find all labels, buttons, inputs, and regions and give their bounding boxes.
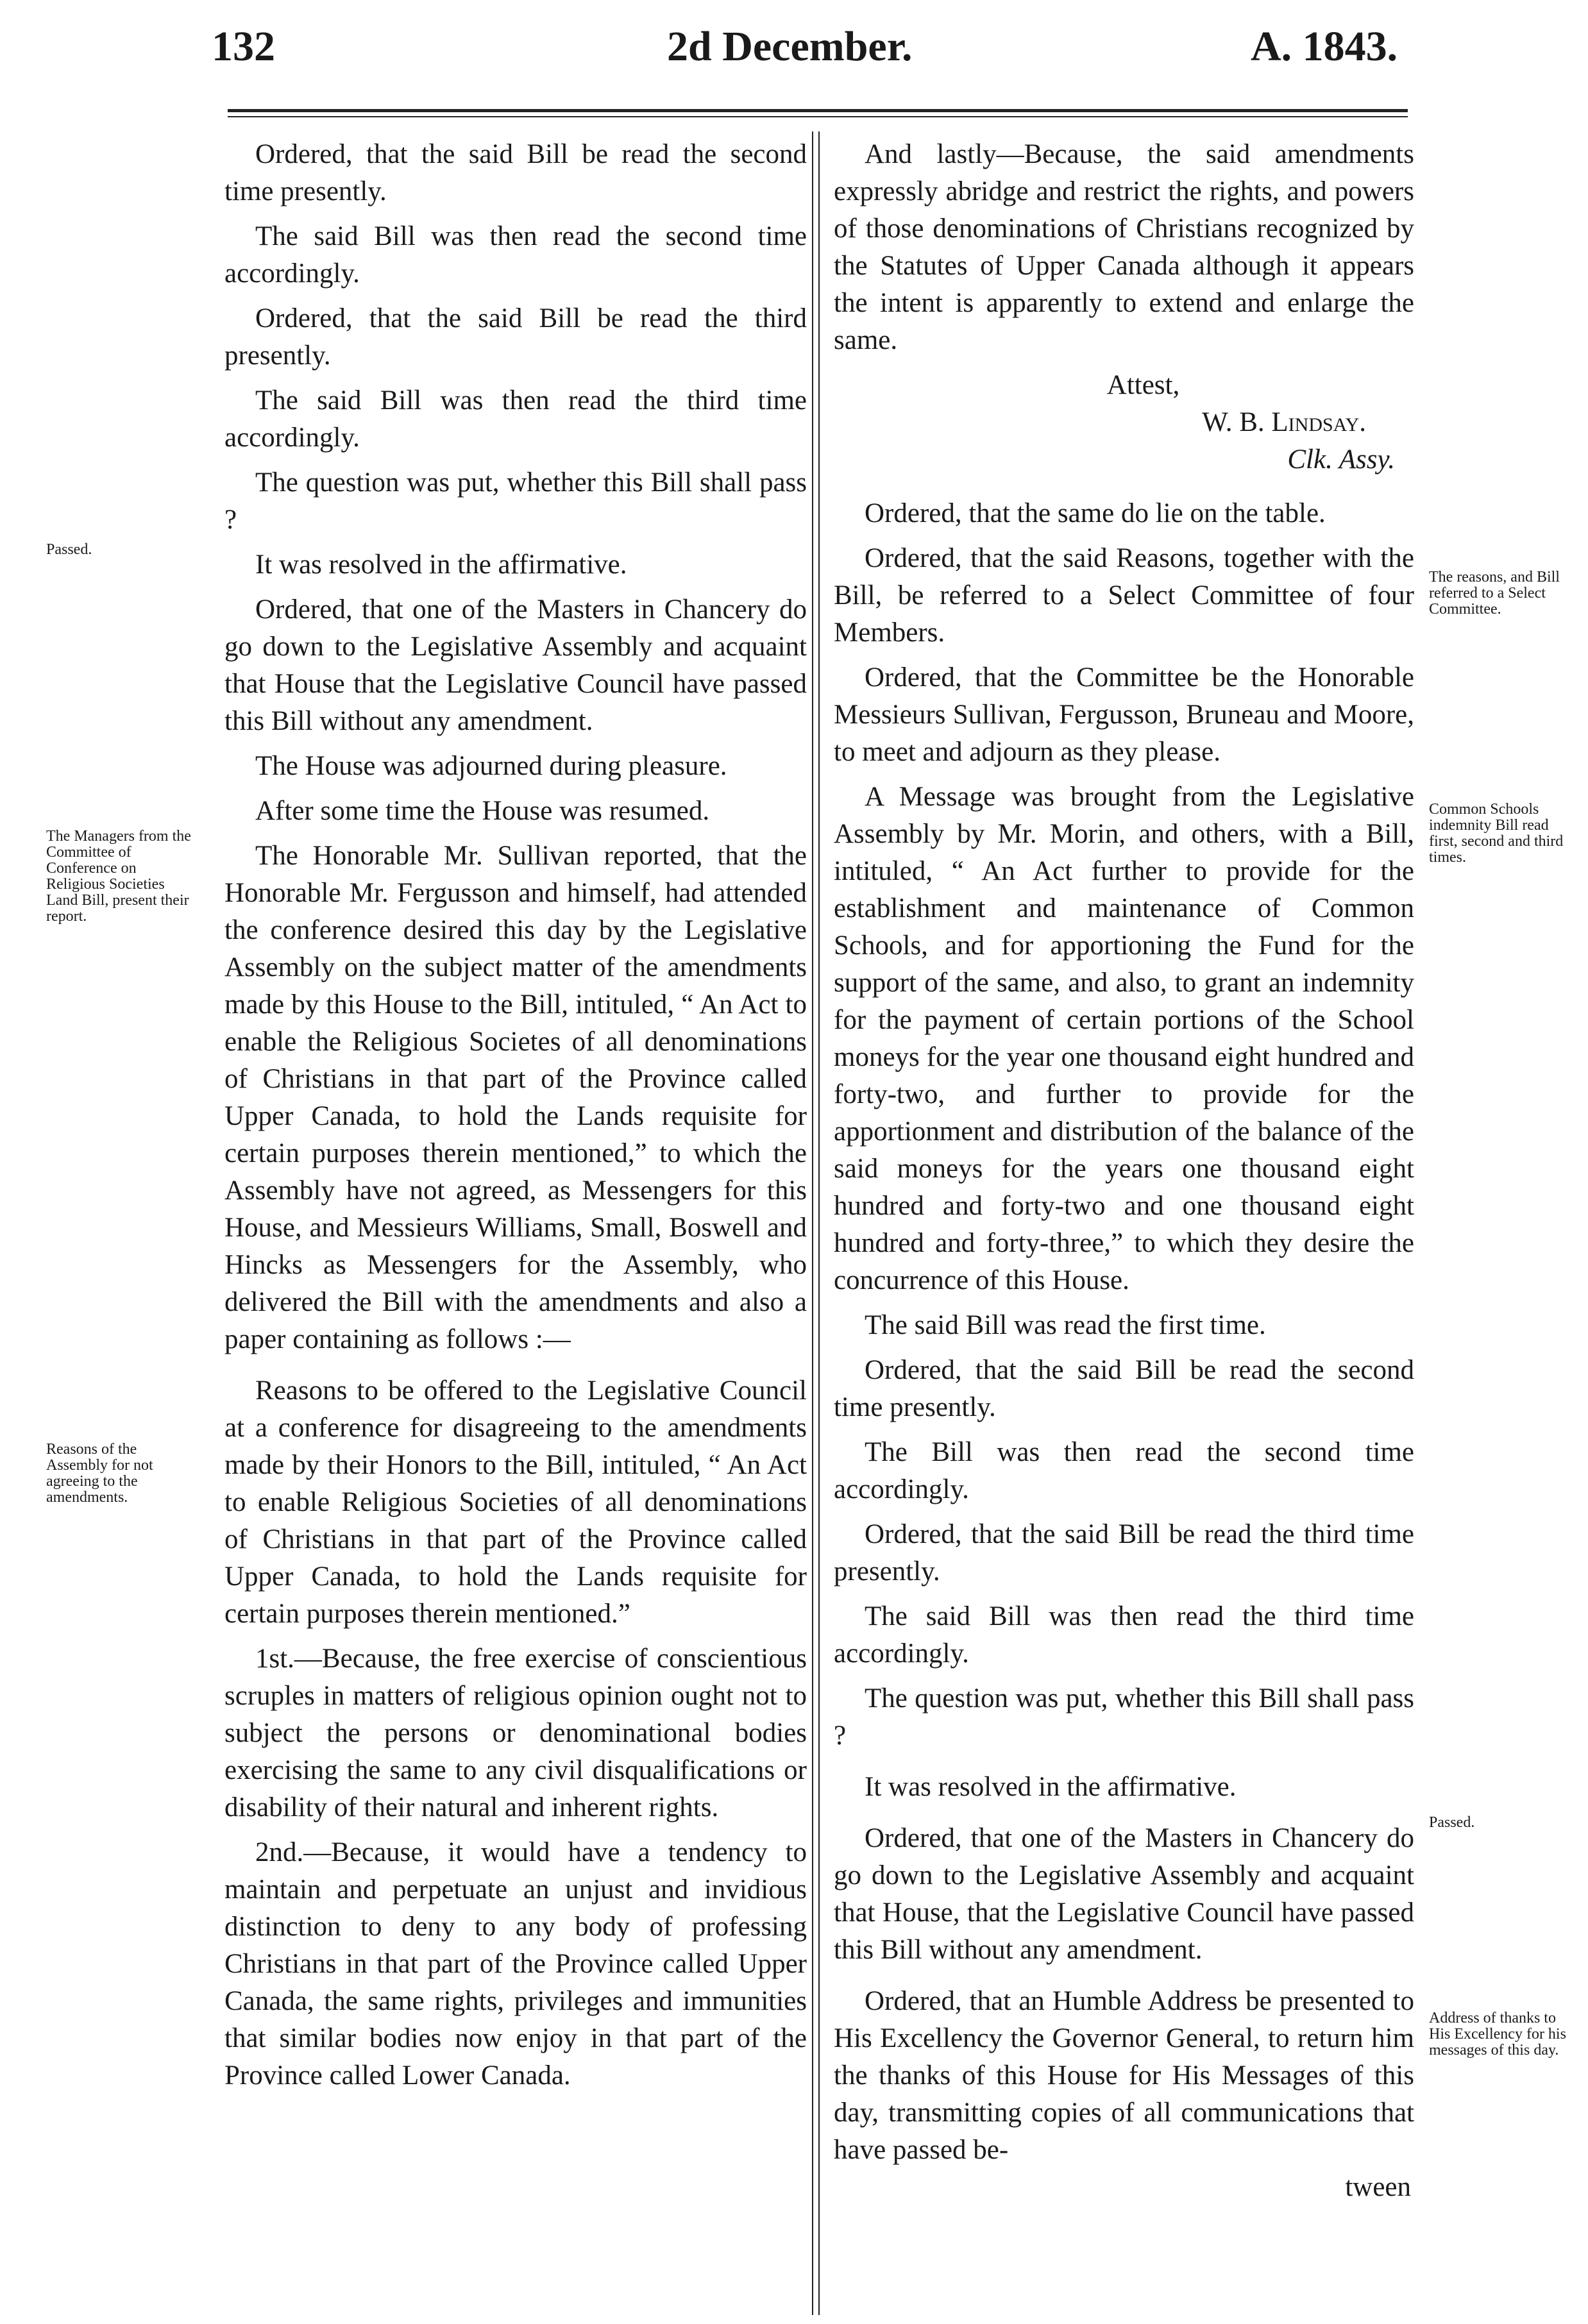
paragraph: The said Bill was then read the third time accordingly. (224, 385, 807, 453)
paragraph: It was resolved in the affirmative. (255, 550, 627, 580)
page-number: 132 (212, 23, 275, 70)
header-rule-thin (228, 116, 1408, 117)
paragraph: After some time the House was resumed. (255, 796, 710, 826)
paragraph: The Bill was then read the second time accordingly. (834, 1437, 1414, 1504)
attest-title: Clk. Assy. (1287, 444, 1395, 475)
paragraph: Ordered, that the said Bill be read the third presently. (224, 303, 807, 371)
paragraph: Ordered, that the said Bill be read the third time presently. (834, 1519, 1414, 1587)
left-column (224, 136, 807, 2102)
header-rule-thick (228, 109, 1408, 112)
paragraph: The Honorable Mr. Sullivan reported, that the Honorable Mr. Fergusson and himself, had attended the conference desired this day by the Legislative Assembly on the subject matter of the amendments made by this House to the Bill, intituled, “ An Act to enable the Religious Societes of all denominations of Christians in that part of the Province called Upper Canada, to hold the Lands requisite for certain purposes therein mentioned,” to which the Assembly have not agreed, as Messengers for this House, and Messieurs Williams, Small, Boswell and Hincks as Messengers for the Assembly, who delivered the Bill with the amendments and also a paper containing as follows :— (224, 841, 807, 1354)
margin-note-common-schools-bill: Common Schools indemnity Bill read first, second and third times. (1429, 801, 1564, 866)
paragraph: The said Bill was read the first time. (865, 1310, 1266, 1340)
paragraph: 2nd.—Because, it would have a tendency to maintain and perpetuate an unjust and invidious distinction to deny to any body of professing Christians in that part of the Province called Upper Canada, the same rights, privileges and immunities that similar bodies now enjoy in that part of the Province called Lower Canada. (224, 1837, 807, 2091)
paragraph: Ordered, that the said Bill be read the second time presently. (834, 1355, 1414, 1422)
paragraph: Reasons to be offered to the Legislative Council at a conference for disagreeing to the amendments made by their Honors to the Bill, intituled, “ An Act to enable Religious Societies of all denominations of Christians in that part of the Province called Upper Canada, to hold the Lands requisite for certain purposes therein mentioned.” (224, 1376, 807, 1629)
paragraph: And lastly—Because, the said amendments expressly abridge and restrict the rights, and powers of those denominations of Christians recognized by the Statutes of Upper Canada although it appears the intent is apparently to extend and enlarge the same. (834, 139, 1414, 355)
margin-note-address-of-thanks: Address of thanks to His Excellency for his messages of this day. (1429, 2010, 1566, 2059)
page-year: A. 1843. (1251, 23, 1398, 70)
catchword: tween (1345, 2172, 1411, 2202)
paragraph: Ordered, that an Humble Address be presented to His Excellency the Governor General, to return him the thanks of this House for His Messages of this day, transmitting copies of all communications that have passed be- (834, 1986, 1414, 2165)
margin-note-select-committee: The reasons, and Bill referred to a Select Committee. (1429, 569, 1560, 618)
margin-note-assembly-reasons: Reasons of the Assembly for not agreeing to the amendments. (46, 1441, 153, 1506)
paragraph: Ordered, that the said Reasons, together with the Bill, be referred to a Select Committee of four Members. (834, 543, 1414, 648)
paragraph: The said Bill was then read the second time accordingly. (224, 221, 807, 289)
margin-note-passed: Passed. (46, 541, 92, 558)
paragraph: The question was put, whether this Bill shall pass ? (834, 1683, 1414, 1751)
paragraph: Ordered, that the said Bill be read the second time presently. (224, 139, 807, 206)
paragraph: Ordered, that the Committee be the Honorable Messieurs Sullivan, Fergusson, Bruneau and Moore, to meet and adjourn as they please. (834, 662, 1414, 767)
column-divider-left-rule (812, 131, 813, 2315)
paragraph: Ordered, that the same do lie on the table. (865, 498, 1326, 528)
paragraph: A Message was brought from the Legislative Assembly by Mr. Morin, and others, with a Bill, intituled, “ An Act further to provide for the establishment and maintenance of Common Schools, and for apportioning the Fund for the support of the same, and also, to grant an indemnity for the payment of certain portions of the School moneys for the year one thousand eight hundred and forty-two, and further to provide for the apportionment and distribution of the balance of the said moneys for the years one thousand eight hundred and forty-two and one thousand eight hundred and forty-three,” to which they desire the concurrence of this House. (834, 782, 1414, 1295)
margin-note-passed: Passed. (1429, 1814, 1475, 1831)
paragraph: The House was adjourned during pleasure. (255, 751, 727, 781)
paragraph: Ordered, that one of the Masters in Chancery do go down to the Legislative Assembly and acquaint that House, that the Legislative Council have passed this Bill without any amendment. (834, 1823, 1414, 1965)
attest-signatory: W. B. Lindsay. (1202, 407, 1366, 437)
page-date-heading: 2d December. (667, 23, 913, 70)
paragraph: 1st.—Because, the free exercise of conscientious scruples in matters of religious opinion ought not to subject the persons or denominational bodies exercising the same to any civil disqualifications or disability of their natural and inherent rights. (224, 1644, 807, 1823)
margin-note-managers-report: The Managers from the Committee of Conference on Religious Societies Land Bill, present their report. (46, 828, 191, 925)
paragraph: The said Bill was then read the third time accordingly. (834, 1601, 1414, 1669)
paragraph: It was resolved in the affirmative. (865, 1772, 1237, 1802)
column-divider-right-rule (818, 131, 820, 2315)
paragraph: The question was put, whether this Bill shall pass ? (224, 467, 807, 535)
attest-label: Attest, (1106, 370, 1180, 400)
right-column (834, 136, 1414, 2214)
paragraph: Ordered, that one of the Masters in Chancery do go down to the Legislative Assembly and acquaint that House that the Legislative Council have passed this Bill without any amendment. (224, 594, 807, 736)
